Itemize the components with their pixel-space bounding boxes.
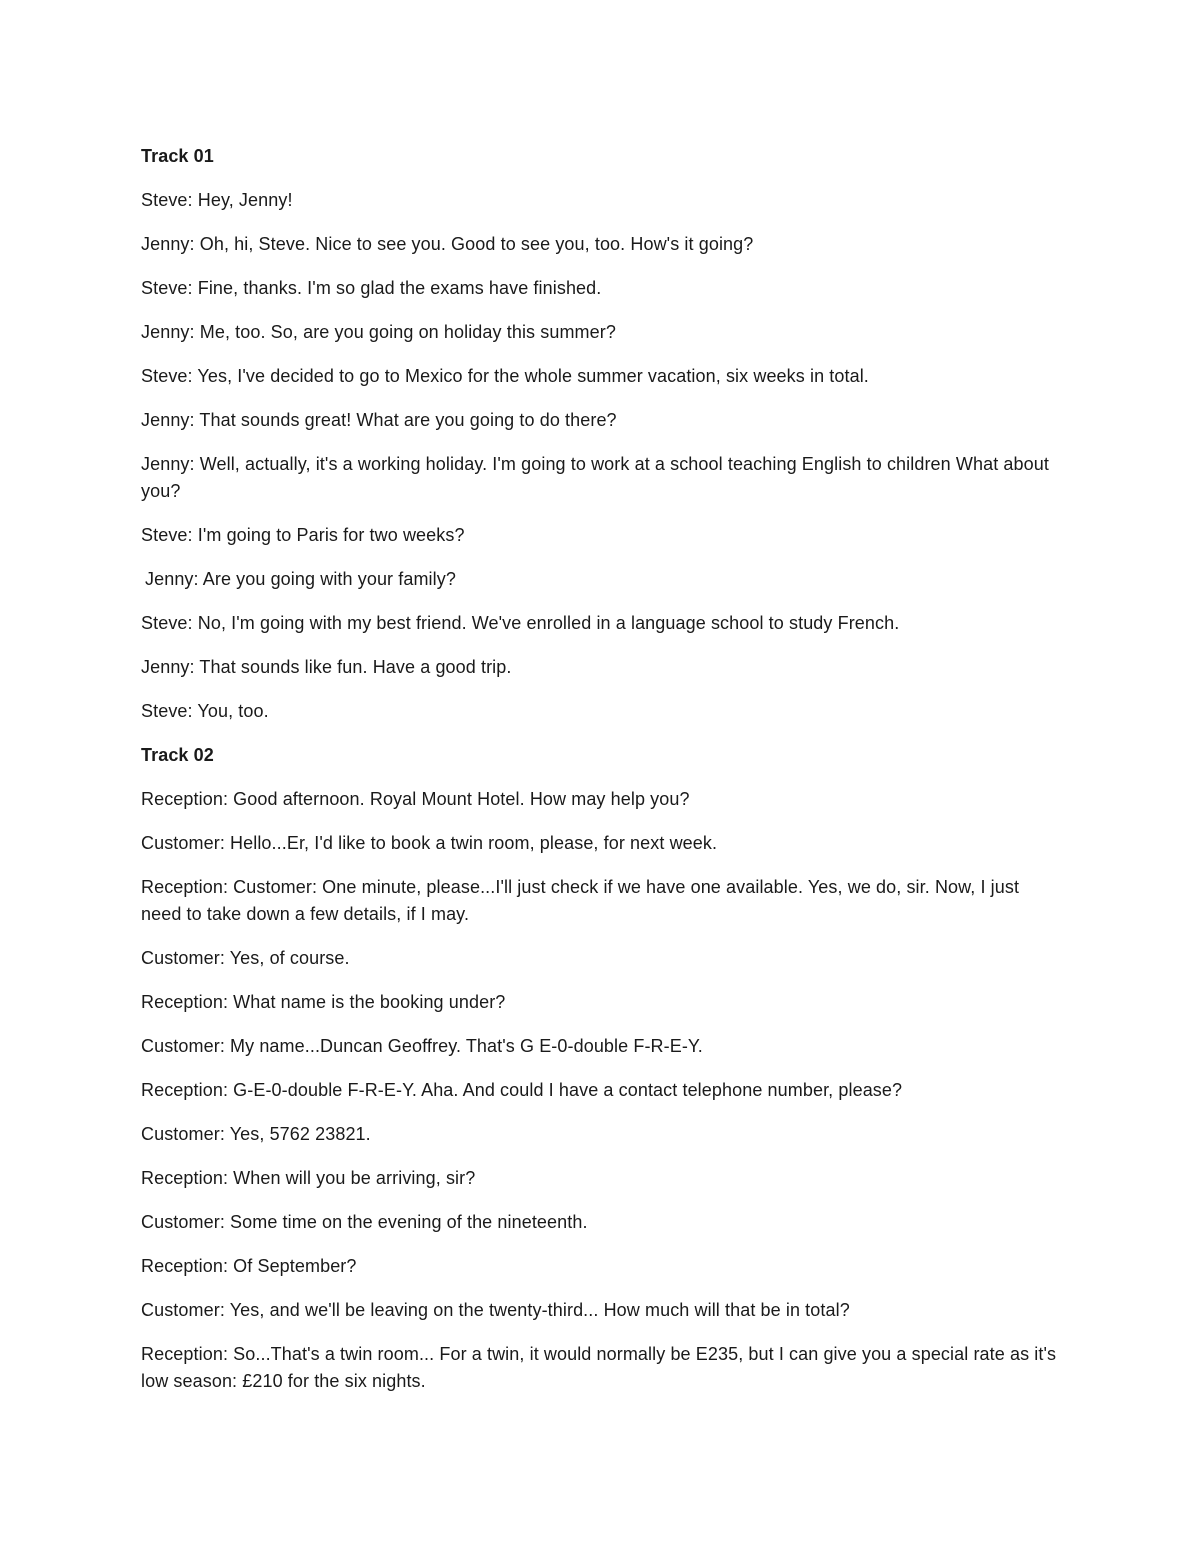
dialogue-line: Reception: What name is the booking under? bbox=[141, 992, 506, 1012]
transcript-document bbox=[141, 143, 1061, 1412]
dialogue-line: Reception: Good afternoon. Royal Mount Hotel. How may help you? bbox=[141, 789, 690, 809]
dialogue-line: Jenny: Oh, hi, Steve. Nice to see you. Good to see you, too. How's it going? bbox=[141, 234, 754, 254]
dialogue-line: Steve: Fine, thanks. I'm so glad the exams have finished. bbox=[141, 278, 602, 298]
dialogue-line: Customer: Some time on the evening of the nineteenth. bbox=[141, 1212, 588, 1232]
dialogue-line: Customer: Hello...Er, I'd like to book a twin room, please, for next week. bbox=[141, 833, 718, 853]
dialogue-line: Steve: You, too. bbox=[141, 701, 269, 721]
dialogue-line: Customer: Yes, of course. bbox=[141, 948, 350, 968]
dialogue-line: Customer: Yes, 5762 23821. bbox=[141, 1124, 371, 1144]
dialogue-line: Jenny: Me, too. So, are you going on holiday this summer? bbox=[141, 322, 616, 342]
dialogue-line: Steve: Yes, I've decided to go to Mexico for the whole summer vacation, six weeks in total. bbox=[141, 366, 869, 386]
dialogue-line: Reception: Of September? bbox=[141, 1256, 357, 1276]
dialogue-line: Jenny: That sounds like fun. Have a good trip. bbox=[141, 657, 512, 677]
dialogue-line: Jenny: Well, actually, it's a working holiday. I'm going to work at a school teaching English to children What about you? bbox=[141, 454, 1055, 501]
dialogue-line: Steve: I'm going to Paris for two weeks? bbox=[141, 525, 465, 545]
section-title: Track 02 bbox=[141, 745, 214, 765]
section-title: Track 01 bbox=[141, 146, 214, 166]
dialogue-line: Customer: My name...Duncan Geoffrey. That's G E-0-double F-R-E-Y. bbox=[141, 1036, 703, 1056]
dialogue-line: Customer: Yes, and we'll be leaving on the twenty-third... How much will that be in total? bbox=[141, 1300, 850, 1320]
dialogue-line: Reception: When will you be arriving, sir? bbox=[141, 1168, 476, 1188]
dialogue-line: Jenny: That sounds great! What are you going to do there? bbox=[141, 410, 617, 430]
dialogue-line: Jenny: Are you going with your family? bbox=[145, 569, 456, 589]
dialogue-line: Steve: Hey, Jenny! bbox=[141, 190, 293, 210]
dialogue-line: Steve: No, I'm going with my best friend. We've enrolled in a language school to study French. bbox=[141, 613, 900, 633]
dialogue-line: Reception: Customer: One minute, please...I'll just check if we have one available. Yes, we do, sir. Now, I just need to take down a few details, if I may. bbox=[141, 877, 1025, 924]
dialogue-line: Reception: So...That's a twin room... For a twin, it would normally be E235, but I can give you a special rate as it's low season: £210 for the six nights. bbox=[141, 1344, 1062, 1391]
dialogue-line: Reception: G-E-0-double F-R-E-Y. Aha. And could I have a contact telephone number, please? bbox=[141, 1080, 903, 1100]
